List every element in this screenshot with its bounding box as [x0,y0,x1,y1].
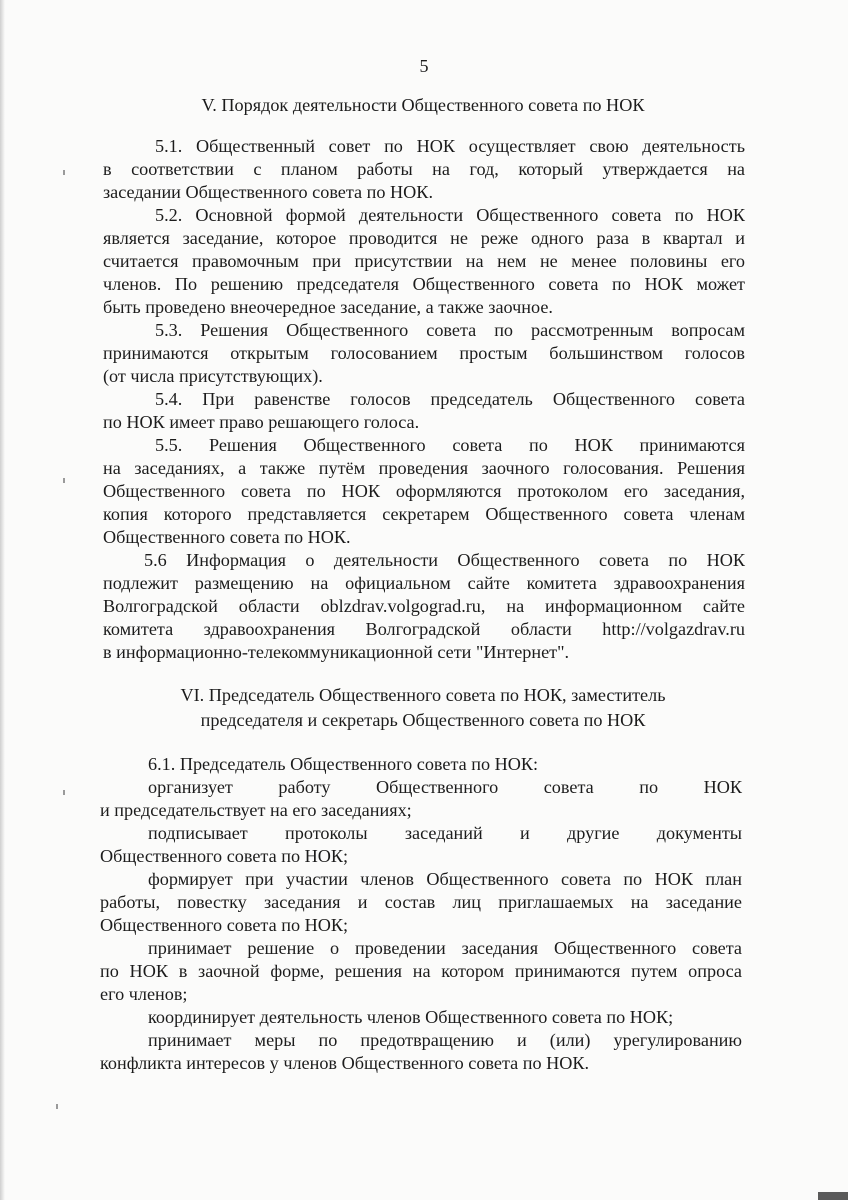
text-line: подписывает протоколы заседаний и другие документы [148,823,742,843]
text-line: в соответствии с планом работы на год, который утверждается на [103,159,745,179]
scan-speck [63,790,65,795]
section-6-title-line-1: VI. Председатель Общественного совета по НОК, заместитель [180,685,666,705]
text-line: работы, повестку заседания и состав лиц приглашаемых на заседание [100,892,742,912]
text-line: конфликта интересов у членов Общественного совета по НОК. [100,1053,590,1073]
text-line: подлежит размещению на официальном сайте комитета здравоохранения [103,573,745,593]
scan-speck [63,478,65,483]
text-line: его членов; [100,984,188,1004]
text-line: 5.6 Информация о деятельности Общественного совета по НОК [144,550,745,570]
text-line: по НОК в заочной форме, решения на котором принимаются путем опроса [100,961,742,981]
scan-speck [63,170,65,175]
text-line: Общественного совета по НОК; [100,846,349,866]
text-line: (от числа присутствующих). [103,366,323,386]
text-line: считается правомочным при присутствии на нем не менее половины его [103,251,745,271]
text-line: принимает меры по предотвращению и (или) урегулированию [148,1030,742,1050]
text-line: копия которого представляется секретарем Общественного совета членам [103,504,745,524]
scan-speck [56,1104,58,1109]
text-line: на заседаниях, а также путём проведения заочного голосования. Решения [103,458,745,478]
text-line: в информационно-телекоммуникационной сети "Интернет". [103,642,570,662]
text-line: быть проведено внеочередное заседание, а также заочное. [103,297,553,317]
scan-corner-mark [818,1192,848,1200]
text-line: Общественного совета по НОК. [103,527,351,547]
text-line: 5.4. При равенстве голосов председатель Общественного совета [155,389,745,409]
text-line: членов. По решению председателя Общественного совета по НОК может [103,274,745,294]
text-line: принимаются открытым голосованием простым большинством голосов [103,343,745,363]
section-5-title: V. Порядок деятельности Общественного совета по НОК [201,95,645,115]
text-line: 5.5. Решения Общественного совета по НОК принимаются [155,435,745,455]
text-line: 5.2. Основной формой деятельности Общественного совета по НОК [155,205,745,225]
text-line: Волгоградской области oblzdrav.volgograd.ru, на информационном сайте [103,596,745,616]
scan-edge-shadow [0,0,5,1200]
text-line: координирует деятельность членов Общественного совета по НОК; [148,1007,674,1027]
text-line: принимает решение о проведении заседания Общественного совета [148,938,742,958]
text-line: Общественного совета по НОК оформляются протоколом его заседания, [103,481,745,501]
text-line: является заседание, которое проводится не реже одного раза в квартал и [103,228,745,248]
text-line: и председательствует на его заседаниях; [100,800,412,820]
text-line: формирует при участии членов Общественного совета по НОК план [148,869,742,889]
text-line: 5.3. Решения Общественного совета по рассмотренным вопросам [155,320,745,340]
text-line: по НОК имеет право решающего голоса. [103,412,420,432]
text-line: 6.1. Председатель Общественного совета по НОК: [148,754,539,774]
section-6-title [100,683,746,732]
section-6-title-line-2: председателя и секретарь Общественного совета по НОК [200,709,646,730]
page-number: 5 [419,56,429,76]
text-line: заседании Общественного совета по НОК. [103,182,433,202]
text-line: организует работу Общественного совета по НОК [148,777,742,797]
text-line: Общественного совета по НОК; [100,915,349,935]
text-line: комитета здравоохранения Волгоградской области http://volgazdrav.ru [103,619,745,639]
text-line: 5.1. Общественный совет по НОК осуществляет свою деятельность [155,136,745,156]
